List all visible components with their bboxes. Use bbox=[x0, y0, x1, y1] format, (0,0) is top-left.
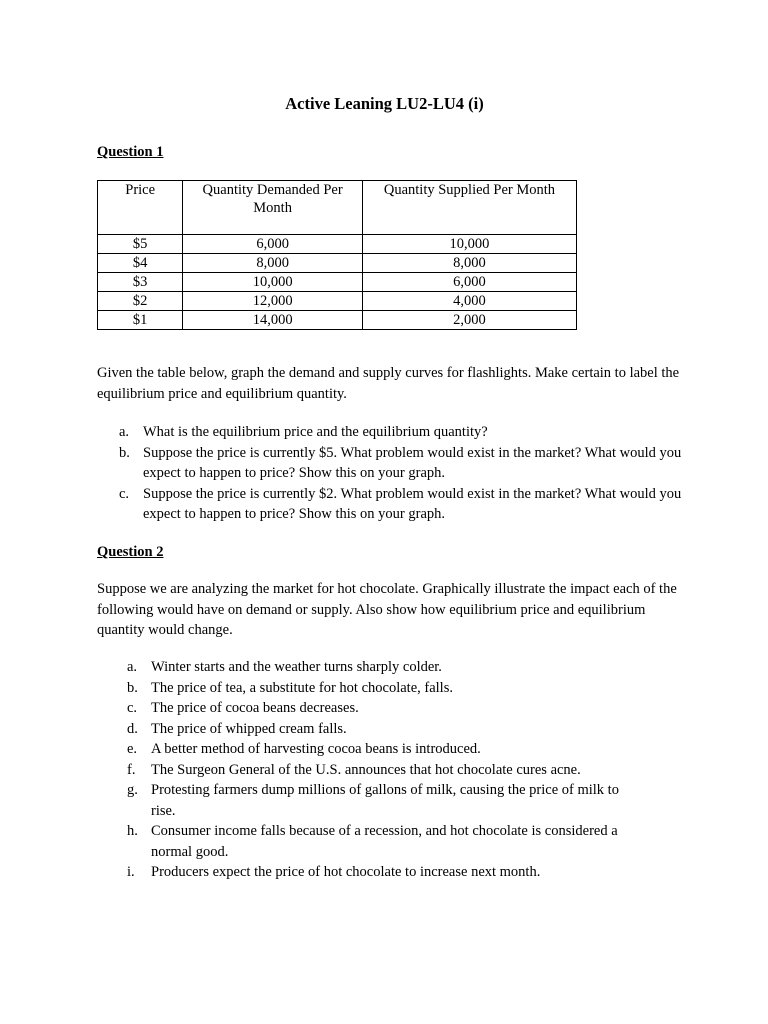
table-row bbox=[98, 292, 577, 311]
list-item-text: The price of whipped cream falls. bbox=[151, 720, 347, 737]
list-item-text: Suppose the price is currently $2. What problem would exist in the market? What would you expect to happen to price? Show this on your graph. bbox=[143, 485, 682, 522]
list-item-text: What is the equilibrium price and the equilibrium quantity? bbox=[143, 424, 488, 440]
list-marker: a. bbox=[127, 659, 138, 675]
list-item-text: Protesting farmers dump millions of gallons of milk, causing the price of milk to rise. bbox=[151, 782, 619, 819]
list-item-text: Winter starts and the weather turns sharply colder. bbox=[151, 659, 442, 675]
list-item-text: The price of tea, a substitute for hot chocolate, falls. bbox=[151, 679, 453, 696]
list-item-text: Producers expect the price of hot chocolate to increase next month. bbox=[151, 864, 541, 880]
list-marker: e. bbox=[127, 741, 138, 757]
table-row bbox=[98, 273, 577, 292]
table-header-quantity-supplied: Quantity Supplied Per Month bbox=[362, 181, 576, 235]
table-row bbox=[98, 311, 577, 330]
list-marker: f. bbox=[127, 761, 136, 778]
list-marker: c. bbox=[127, 700, 138, 716]
question-1-list bbox=[119, 422, 689, 525]
table-cell-demanded: 8,000 bbox=[183, 254, 363, 273]
list-item bbox=[127, 678, 647, 699]
list-item-text: Suppose the price is currently $5. What problem would exist in the market? What would you expect to happen to price? Show this on your graph. bbox=[143, 444, 682, 481]
table-row bbox=[98, 254, 577, 273]
table-cell-price: $4 bbox=[98, 254, 183, 273]
list-marker: c. bbox=[119, 485, 130, 502]
list-item bbox=[127, 821, 647, 862]
table-cell-demanded: 6,000 bbox=[183, 235, 363, 254]
question-2-list bbox=[127, 657, 647, 883]
list-marker: g. bbox=[127, 782, 138, 798]
list-marker: i. bbox=[127, 864, 135, 880]
question-2-intro: Suppose we are analyzing the market for hot chocolate. Graphically illustrate the impact each of the following would have on demand or supply. Also show how equilibrium price and equilibrium quantity would change. bbox=[97, 581, 677, 638]
page-title: Active Leaning LU2-LU4 (i) bbox=[285, 94, 484, 113]
table-cell-demanded: 12,000 bbox=[183, 292, 363, 311]
list-item bbox=[127, 657, 647, 678]
table-cell-price: $1 bbox=[98, 311, 183, 330]
table-cell-price: $2 bbox=[98, 292, 183, 311]
table-header-price: Price bbox=[98, 181, 183, 235]
table-header-quantity-demanded: Quantity Demanded Per Month bbox=[183, 181, 363, 235]
list-item bbox=[119, 443, 689, 484]
list-item bbox=[127, 739, 647, 760]
question-1-intro: Given the table below, graph the demand and supply curves for flashlights. Make certain to label the equilibrium price and equilibrium quantity. bbox=[97, 365, 680, 402]
list-item-text: A better method of harvesting cocoa beans is introduced. bbox=[151, 741, 481, 757]
table-cell-supplied: 2,000 bbox=[362, 311, 576, 330]
table-cell-price: $3 bbox=[98, 273, 183, 292]
table-header-row bbox=[98, 181, 577, 235]
list-item bbox=[127, 698, 647, 719]
list-item bbox=[119, 484, 689, 525]
table-cell-supplied: 8,000 bbox=[362, 254, 576, 273]
table-cell-supplied: 4,000 bbox=[362, 292, 576, 311]
table-cell-demanded: 14,000 bbox=[183, 311, 363, 330]
list-item-text: Consumer income falls because of a recession, and hot chocolate is considered a normal good. bbox=[151, 823, 618, 860]
supply-demand-table bbox=[97, 180, 577, 330]
list-marker: d. bbox=[127, 720, 138, 737]
table-cell-supplied: 6,000 bbox=[362, 273, 576, 292]
question-2-heading: Question 2 bbox=[97, 544, 164, 560]
list-item bbox=[119, 422, 689, 443]
list-item-text: The price of cocoa beans decreases. bbox=[151, 700, 359, 716]
table-cell-demanded: 10,000 bbox=[183, 273, 363, 292]
table-row bbox=[98, 235, 577, 254]
list-marker: a. bbox=[119, 424, 130, 440]
list-item-text: The Surgeon General of the U.S. announces that hot chocolate cures acne. bbox=[151, 761, 581, 778]
list-item bbox=[127, 780, 647, 821]
table-cell-price: $5 bbox=[98, 235, 183, 254]
question-1-heading: Question 1 bbox=[97, 144, 164, 160]
list-marker: b. bbox=[119, 444, 130, 461]
table-cell-supplied: 10,000 bbox=[362, 235, 576, 254]
list-marker: b. bbox=[127, 679, 138, 696]
list-marker: h. bbox=[127, 823, 138, 839]
list-item bbox=[127, 760, 647, 781]
list-item bbox=[127, 862, 647, 883]
list-item bbox=[127, 719, 647, 740]
